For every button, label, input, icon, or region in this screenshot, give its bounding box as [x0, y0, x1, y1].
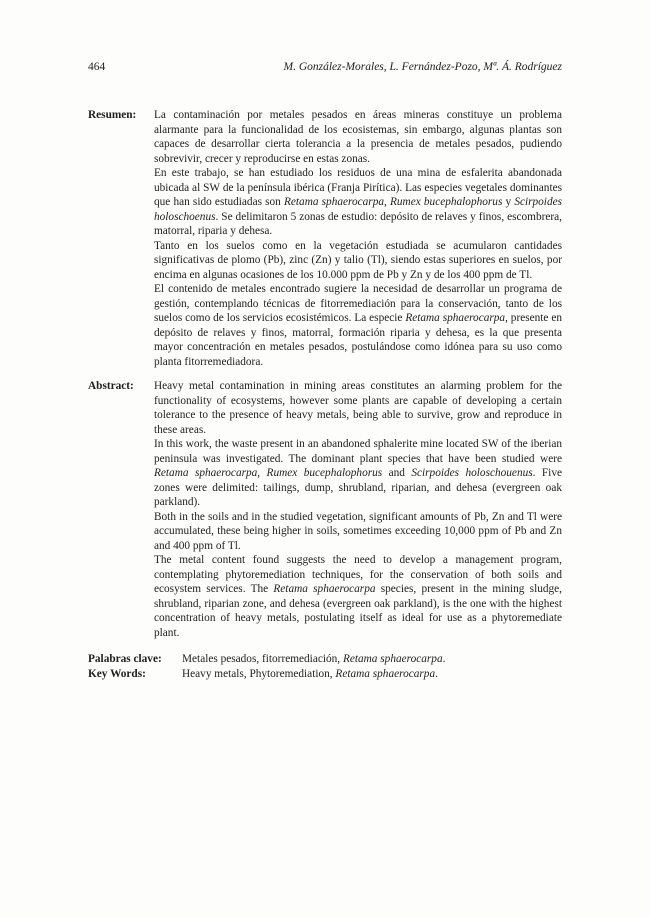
species-name: Retama sphaerocarpa — [335, 667, 436, 680]
abstract-paragraph — [154, 553, 562, 640]
page-number: 464 — [88, 61, 106, 73]
text-segment: Metales pesados, fitorremediación, — [182, 653, 343, 665]
species-name: Retama sphaerocarpa — [342, 653, 443, 665]
resumen-paragraph — [154, 108, 562, 166]
text-segment: , presente en depósito de relaves y finos, matorral, formación riparia y dehesa, es la que presenta mayor concentración en metales pesados, postulándose como idónea para su uso como planta fitorremediadora. — [154, 312, 562, 368]
abstract-paragraph — [154, 379, 562, 437]
resumen-paragraph — [154, 166, 562, 239]
abstract-body — [154, 379, 562, 640]
palabras-clave-label: Palabras clave: — [88, 653, 162, 665]
resumen-label: Resumen: — [88, 109, 137, 121]
text-segment: Heavy metals, Phytoremediation, — [182, 667, 336, 680]
species-name: Retama sphaerocarpa — [154, 467, 258, 479]
key-words-label: Key Words: — [88, 667, 146, 680]
palabras-clave-text — [182, 652, 445, 667]
text-segment: La contaminación por metales pesados en áreas mineras constituye un problema alarmante para la funcionalidad de los ecosistemas, sin embargo, algunas plantas son capaces de desarrollar cierta tolerancia a la presencia de metales pesados, pudiendo sobrevivir, crecer y reproducirse en estas zonas. — [154, 109, 562, 165]
species-name: Scirpoides holoschoenus — [154, 196, 563, 223]
text-segment: En este trabajo, se han estudiado los residuos de una mina de esfalerita abandonada ubicada al SW de la península ibérica (Franja Pirítica). Las especies vegetales dominantes que han sido estudiadas son — [154, 167, 562, 208]
keywords-row-en — [88, 667, 562, 682]
keywords-section — [88, 652, 562, 681]
abstract-paragraph — [154, 437, 562, 510]
running-header-authors: M. González-Morales, L. Fernández-Pozo, Mª. Á. Rodríguez — [283, 61, 562, 73]
text-segment: . Se delimitaron 5 zonas de estudio: depósito de relaves y finos, escombrera, matorral, riparia y dehesa. — [154, 210, 562, 237]
species-name: Rumex bucephalophorus — [390, 196, 503, 208]
text-segment: . — [435, 667, 438, 680]
abstract-label: Abstract: — [88, 380, 134, 392]
text-segment: Both in the soils and in the studied vegetation, significant amounts of Pb, Zn and Tl were accumulated, these being higher in soils, sometimes exceeding 10,000 ppm of Pb and Zn and 400 ppm of Tl. — [154, 510, 562, 552]
abstract-section — [88, 379, 562, 640]
text-segment: Tanto en los suelos como en la vegetación estudiada se acumularon cantidades significativas de plomo (Pb), zinc (Zn) y talio (Tl), siendo estas superiores en suelos, por encima en algunas ocasiones de los 10.000 ppm de Pb y Zn y de los 400 ppm de Tl. — [154, 239, 562, 281]
resumen-section — [88, 108, 562, 369]
text-segment: species, present in the mining sludge, shrubland, riparian zone, and dehesa (evergreen oak parkland), is the one with the highest concentration of heavy metals, postulating itself as ideal for use as a phytoremediate plant. — [154, 583, 562, 639]
species-name: Retama sphaerocarpa — [284, 196, 385, 208]
resumen-paragraph — [154, 239, 562, 283]
species-name: Scirpoides holoschouenus — [411, 467, 533, 479]
resumen-body — [154, 108, 562, 369]
species-name: Rumex bucephalophorus — [266, 467, 383, 479]
text-segment: In this work, the waste present in an abandoned sphalerite mine located SW of the iberian peninsula was investigated. The dominant plant species that have been studied were — [154, 438, 562, 465]
text-segment: and — [382, 467, 412, 479]
abstract-paragraph — [154, 510, 562, 554]
text-segment: , — [384, 196, 390, 208]
key-words-text — [182, 667, 438, 682]
resumen-paragraph — [154, 282, 562, 369]
text-segment: The metal content found suggests the need to develop a management program, contemplating phytoremediation techniques, for the conservation of both soils and ecosystem services. The — [154, 554, 562, 595]
text-segment: , — [257, 467, 267, 479]
text-segment: . Five zones were delimited: tailings, dump, shrubland, riparian, and dehesa (evergreen oak parkland). — [154, 467, 562, 508]
species-name: Retama sphaerocarpa — [273, 583, 376, 595]
keywords-row-es — [88, 652, 562, 667]
text-segment: y — [502, 196, 515, 208]
text-segment: El contenido de metales encontrado sugiere la necesidad de desarrollar un programa de gestión, contemplando técnicas de fitorremediación para la conservación, tanto de los suelos como de los servicios ecosistémicos. La especie — [154, 283, 562, 324]
text-segment: Heavy metal contamination in mining areas constitutes an alarming problem for the functionality of ecosystems, however some plants are capable of developing a certain tolerance to the presence of heavy metals, being able to survive, grow and reproduce in these areas. — [154, 380, 562, 436]
text-segment: . — [442, 653, 446, 665]
species-name: Retama sphaerocarpa — [405, 312, 506, 324]
